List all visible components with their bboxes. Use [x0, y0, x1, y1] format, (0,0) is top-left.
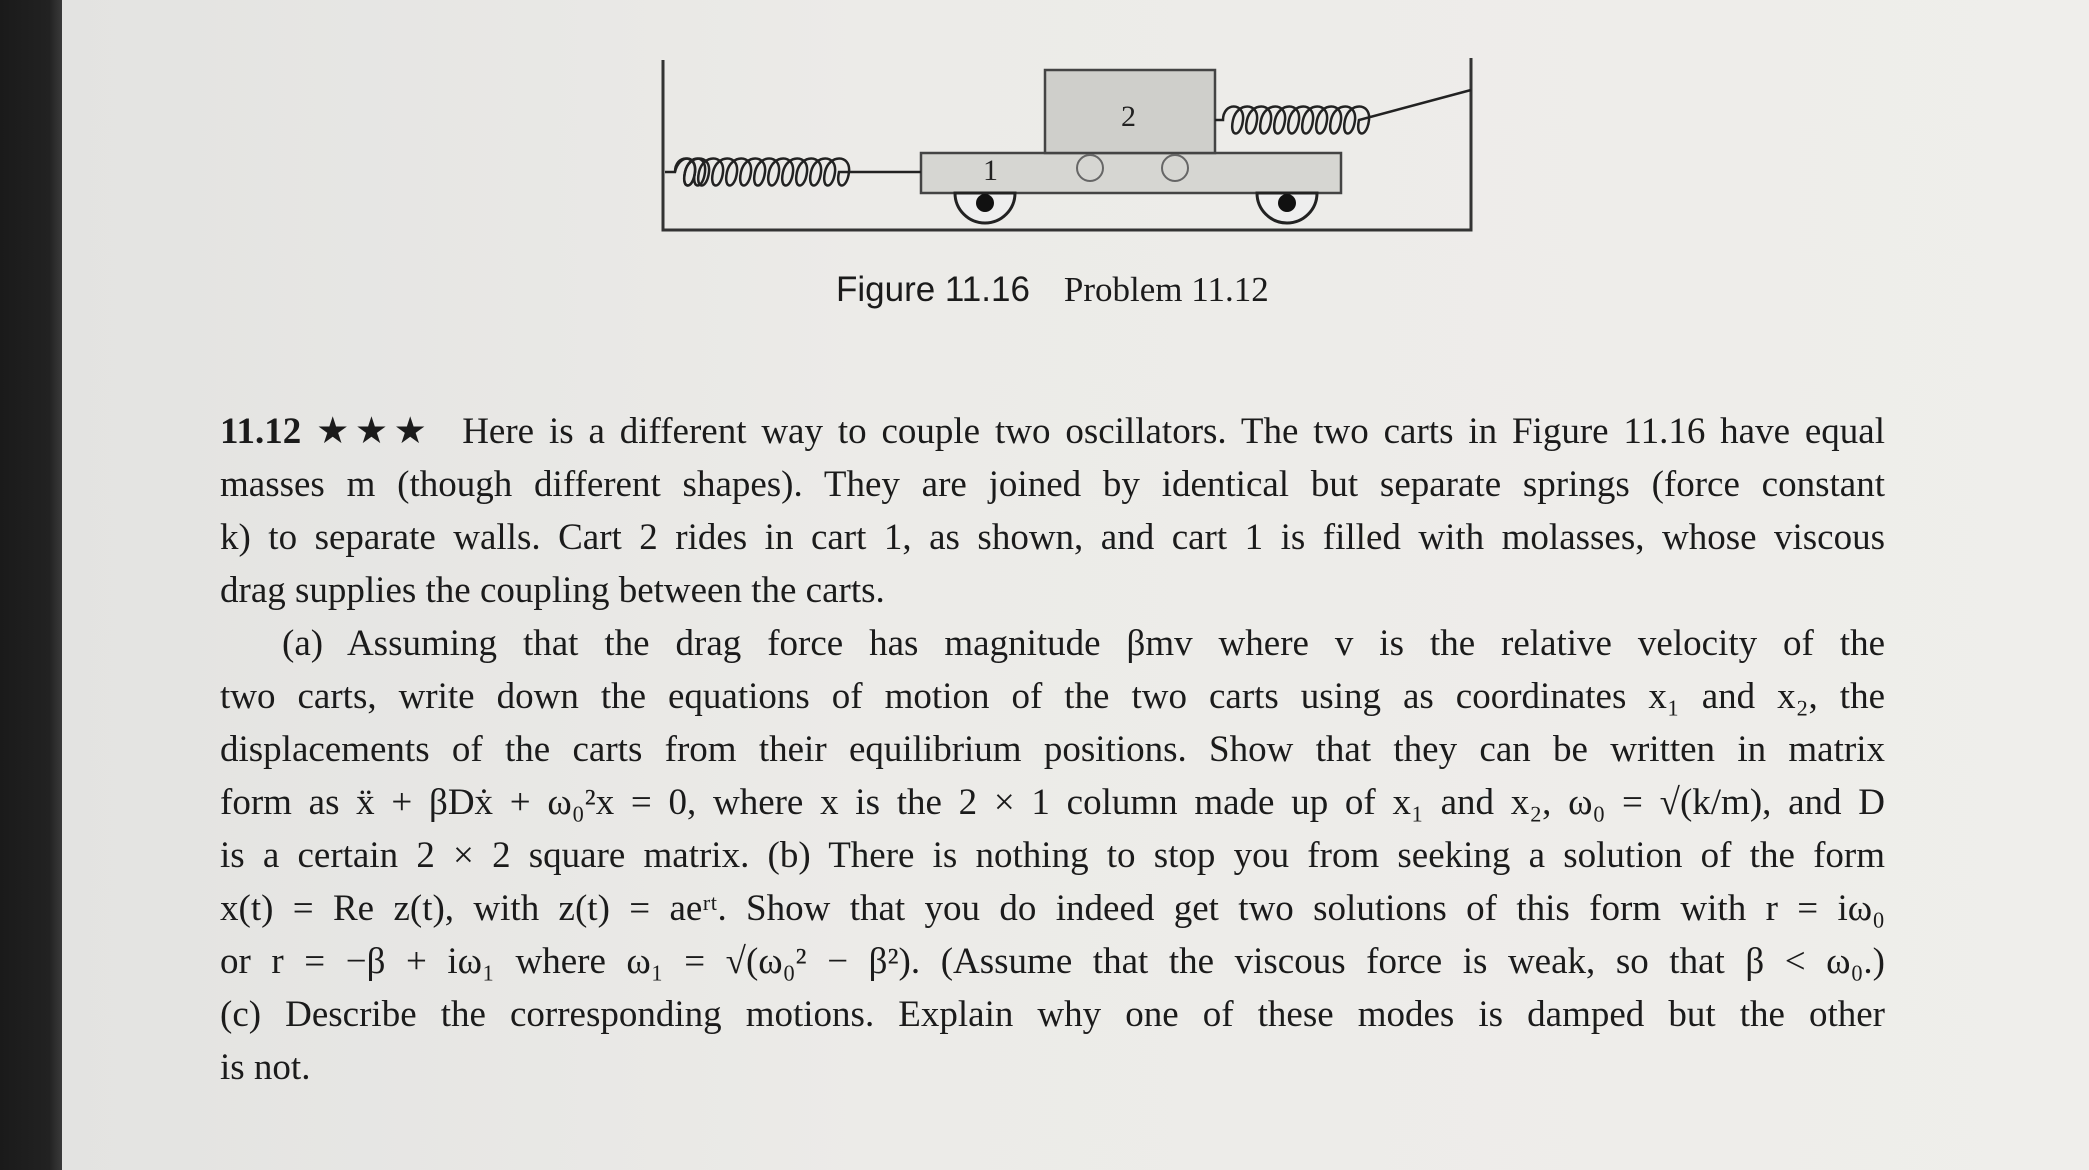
part-b-line-1: is a certain 2 × 2 square matrix. (b) There is nothing to stop you from seeking a solution of the form	[220, 835, 1885, 876]
part-c-line-1: (c) Describe the corresponding motions. Explain why one of these modes is damped but the other	[220, 994, 1885, 1035]
dark-left-edge	[0, 0, 62, 1170]
figure-number: Figure 11.16	[836, 270, 1030, 309]
difficulty-stars: ★★★	[316, 411, 433, 452]
problem-line-2: masses m (though different shapes). They are joined by identical but separate springs (force constant	[220, 464, 1885, 505]
text-line: Here is a different way to couple two oscillators. The two carts in Figure 11.16 have equal	[462, 411, 1886, 452]
part-a-line-4: form as ẍ + βDẋ + ω₀²x = 0, where x is the 2 × 1 column made up of x₁ and x₂, ω₀ = √(k/m), and D	[220, 782, 1885, 823]
cart-1-axle-left	[976, 194, 994, 212]
right-spring	[1215, 90, 1471, 134]
cart-2-label: 2	[1121, 100, 1136, 133]
problem-line-3: k) to separate walls. Cart 2 rides in cart 1, as shown, and cart 1 is filled with molasses, whose viscous	[220, 517, 1885, 558]
figure-caption	[836, 270, 1269, 310]
part-c-line-2: is not.	[220, 1047, 311, 1088]
part-a-line-3: displacements of the carts from their equilibrium positions. Show that they can be written in matrix	[220, 729, 1885, 770]
part-b-line-2: x(t) = Re z(t), with z(t) = aeʳᵗ. Show that you do indeed get two solutions of this form with r = iω₀	[220, 888, 1885, 929]
problem-text	[220, 405, 1885, 1094]
two-carts-figure	[655, 50, 1475, 240]
part-a-line-2: two carts, write down the equations of motion of the two carts using as coordinates x₁ and x₂, the	[220, 676, 1885, 717]
problem-line-1	[220, 405, 1885, 458]
part-a-line-1: (a) Assuming that the drag force has magnitude βmv where v is the relative velocity of the	[282, 623, 1885, 664]
cart-1-axle-right	[1278, 194, 1296, 212]
cart-1-label: 1	[983, 154, 998, 187]
part-b-line-3: or r = −β + iω₁ where ω₁ = √(ω₀² − β²). (Assume that the viscous force is weak, so that β < ω₀.)	[220, 941, 1885, 982]
problem-reference: Problem 11.12	[1063, 270, 1269, 309]
problem-line-4: drag supplies the coupling between the carts.	[220, 570, 885, 611]
left-spring-coils	[675, 159, 921, 186]
problem-number: 11.12	[220, 411, 302, 452]
